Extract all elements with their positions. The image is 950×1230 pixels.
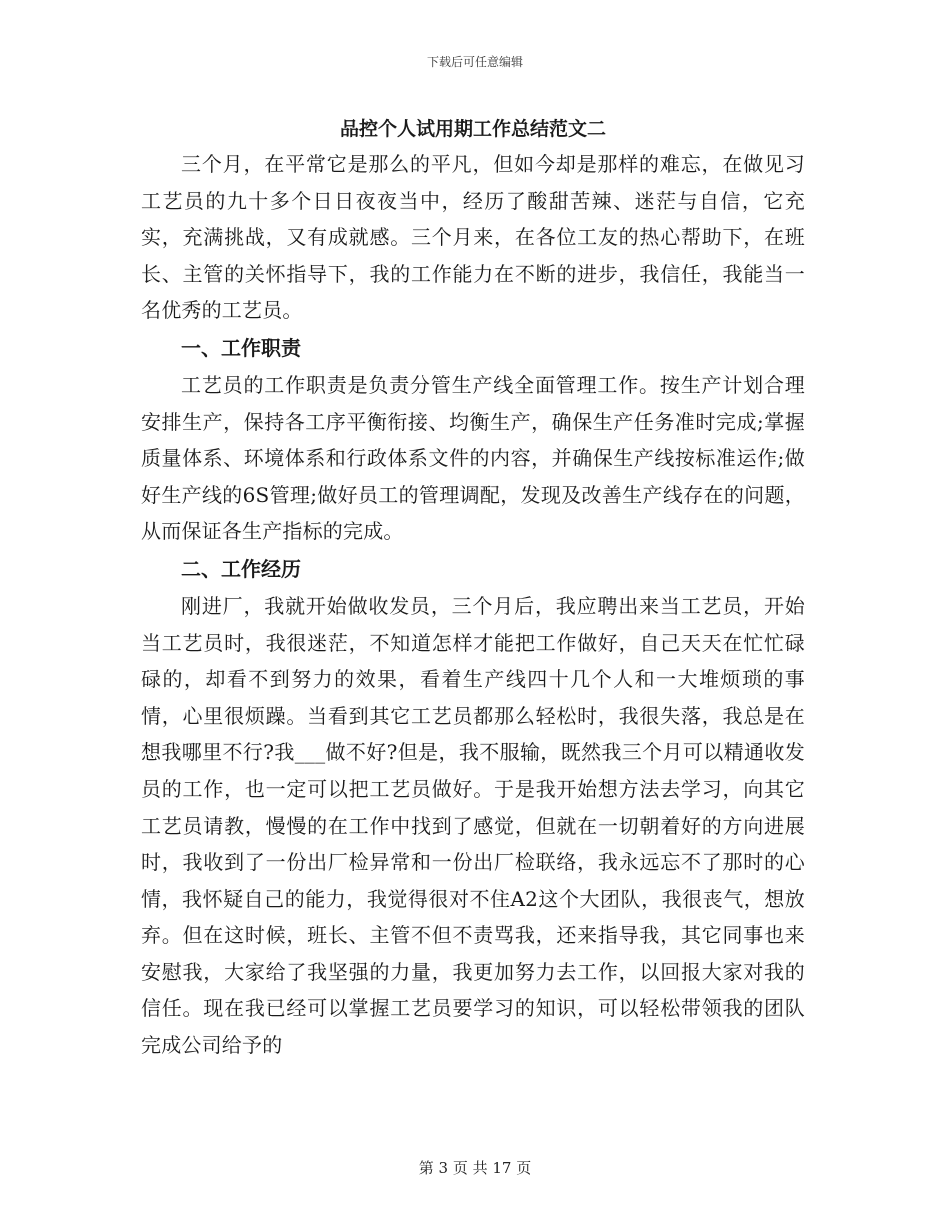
document-title: 品控个人试用期工作总结范文二 [339,118,606,140]
document-body [141,112,805,1064]
paragraph-experience: 刚进厂，我就开始做收发员，三个月后，我应聘出来当工艺员，开始当工艺员时，我很迷茫，不知道怎样才能把工作做好，自己天天在忙忙碌碌的，却看不到努力的效果，看着生产线四十几个人和一大堆烦琐的事情，心里很烦躁。当看到其它工艺员都那么轻松时，我很失落，我总是在想我哪里不行?我___做不好?但是，我不服输，既然我三个月可以精通收发员的工作，也一定可以把工艺员做好。于是我开始想方法去学习，向其它工艺员请教，慢慢的在工作中找到了感觉，但就在一切朝着好的方向进展时，我收到了一份出厂检异常和一份出厂检联络，我永远忘不了那时的心情，我怀疑自己的能力，我觉得很对不住A2这个大团队，我很丧气，想放弃。但在这时候，班长、主管不但不责骂我，还来指导我，其它同事也来安慰我，大家给了我坚强的力量，我更加努力去工作，以回报大家对我的信任。现在我已经可以掌握工艺员要学习的知识，可以轻松带领我的团队完成公司给予的 [141,593,805,1058]
header-note: 下载后可任意编辑 [426,55,523,69]
paragraph-intro: 三个月，在平常它是那么的平凡，但如今却是那样的难忘，在做见习工艺员的九十多个日日夜夜当中，经历了酸甜苦辣、迷茫与自信，它充实，充满挑战，又有成就感。三个月来，在各位工友的热心帮助下，在班长、主管的关怀指导下，我的工作能力在不断的进步，我信任，我能当一名优秀的工艺员。 [141,152,805,323]
section-heading-experience: 二、工作经历 [181,556,301,581]
paragraph-duties: 工艺员的工作职责是负责分管生产线全面管理工作。按生产计划合理安排生产，保持各工序平衡衔接、均衡生产，确保生产任务准时完成;掌握质量体系、环境体系和行政体系文件的内容，并确保生产线按标准运作;做好生产线的6S管理;做好员工的管理调配，发现及改善生产线存在的问题，从而保证各生产指标的完成。 [141,372,805,544]
page-footer: 第 3 页 共 17 页 [418,1159,532,1177]
section-heading-duties: 一、工作职责 [181,335,301,360]
